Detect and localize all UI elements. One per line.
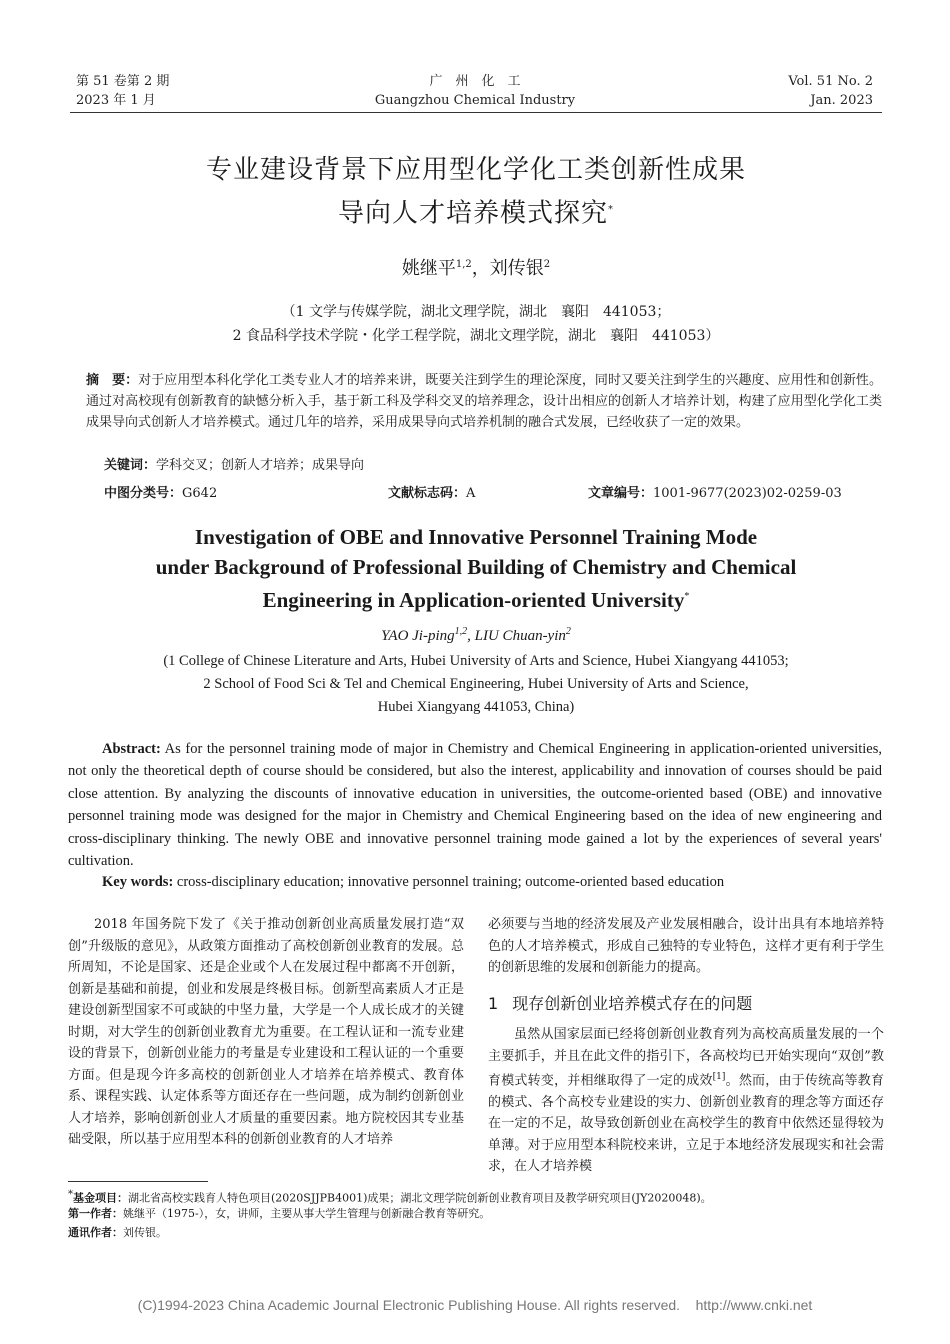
author-en-2-affil: 2: [565, 626, 571, 637]
clc-value: G642: [182, 486, 218, 501]
author-en-1-affil: 1,2: [454, 626, 468, 637]
affiliation-cn-2: 2 食品科学技术学院・化学工程学院，湖北文理学院，湖北 襄阳 441053）: [232, 328, 720, 344]
clc-label: 中图分类号：: [104, 486, 183, 501]
journal-volume-issue: [76, 72, 169, 110]
body-column-left: [68, 914, 464, 1151]
keywords-cn-text: 学科交叉；创新人才培养；成果导向: [156, 458, 365, 473]
title-en-line3-text: Engineering in Application-oriented University: [262, 588, 685, 612]
body-paragraph-text-a: 虽然从国家层面已经将创新创业教育列为高校高质量发展的一个主要抓手，并且在此文件的指引下，各高校均已开始实现向“双创”教育模式转变，并相继取得了一定的成效: [488, 1027, 884, 1089]
keywords-cn-label: 关键词：: [104, 458, 157, 473]
title-cn-line2: [70, 190, 882, 234]
abstract-en-label: Abstract:: [102, 741, 161, 757]
footnote-divider: [68, 1181, 208, 1182]
document-code-value: A: [466, 486, 476, 501]
fund-mark: *: [68, 1189, 73, 1200]
article-number: [588, 482, 842, 501]
author-cn-1: 姚继平: [401, 258, 456, 279]
author-en-separator: ,: [467, 628, 475, 644]
citation-ref[interactable]: [1]: [712, 1072, 726, 1082]
author-cn-separator: ，: [471, 258, 490, 279]
authors-en: [70, 626, 882, 645]
date-en: Jan. 2023: [810, 93, 873, 108]
author-en-1: YAO Ji-ping: [381, 628, 455, 644]
body-paragraph: [488, 1024, 884, 1178]
first-author-label: 第一作者：: [68, 1207, 123, 1220]
title-cn-line1: 专业建设背景下应用型化学化工类创新性成果: [205, 155, 746, 185]
document-code-label: 文献标志码：: [388, 486, 467, 501]
abstract-en: [68, 738, 882, 872]
copyright-line: (C)1994-2023 China Academic Journal Electronic Publishing House. All rights reserved. http://www.cnki.net: [137, 1297, 813, 1313]
author-cn-2: 刘传银: [489, 258, 544, 279]
abstract-en-text: As for the personnel training mode of major in Chemistry and Chemical Engineering in application-oriented universities, not only the theoretical depth of course should be considered, but also the interest, applicability and innovation of courses should be paid close attention. By analyzing the discounts of innovative education in universities, the outcome-oriented based (OBE) and innovative personnel training mode was designed for the major in Chemistry and Chemical Engineering based on the idea of new engineering and cross-disciplinary thinking. The newly OBE and innovative personnel training mode gained a lot by the experiences of several years' cultivation.: [68, 741, 882, 870]
journal-name-en: Guangzhou Chemical Industry: [374, 93, 576, 108]
affiliation-en-2: 2 School of Food Sci & Tel and Chemical Engineering, Hubei University of Arts and Science,: [203, 676, 749, 692]
section-heading: [488, 993, 884, 1015]
title-cn-line2-text: 导向人才培养模式探究: [337, 198, 608, 229]
corresponding-text: 刘传银。: [123, 1226, 167, 1239]
volume-issue-en: Vol. 51 No. 2: [788, 74, 873, 89]
corresponding-label: 通讯作者：: [68, 1226, 123, 1239]
author-cn-1-affil: 1,2: [455, 259, 472, 270]
abstract-cn-text: 对于应用型本科化学化工类专业人才的培养来讲，既要关注到学生的理论深度，同时又要关注到学生的兴趣度、应用性和创新性。通过对高校现有创新教育的缺憾分析入手，基于新工科及学科交叉的培养理念，设计出相应的创新人才培养计划，构建了应用型化学化工类成果导向式创新人才培养模式。通过几年的培养，采用成果导向式培养机制的融合式发展，已经收获了一定的效果。: [86, 373, 882, 430]
body-paragraph: 2018 年国务院下发了《关于推动创新创业高质量发展打造“双创”升级版的意见》，从政策方面推动了高校创新创业教育的发展。总所周知，不论是国家、还是企业或个人在发展过程中都离不开创新，创新是基础和前提，创业和发展是终极目标。创新型高素质人才正是建设创新型国家不可或缺的中坚力量，大学是一个人成长成才的关键时期，对大学生的创新创业教育尤为重要。在工程认证和一流专业建设的背景下，创新创业能力的考量是专业建设和工程认证的一个重要方面。但是现今许多高校的创新创业人才培养在培养模式、教育体系、课程实践、认定体系等方面还存在一些问题，成为制约创新创业人才培养，影响创新创业人才质量的重要因素。地方院校因其专业基础受限，所以基于应用型本科的创新创业教育的人才培养: [68, 917, 464, 1147]
title-cn: [70, 150, 882, 234]
document-code: [388, 482, 475, 501]
article-number-label: 文章编号：: [588, 486, 654, 501]
title-en-line3: [70, 582, 882, 615]
authors-cn: [70, 254, 882, 280]
clc-number: [104, 482, 217, 501]
affiliation-en-3: Hubei Xiangyang 441053, China): [377, 699, 575, 715]
keywords-cn: [104, 454, 364, 473]
affiliation-en-1: (1 College of Chinese Literature and Arts, Hubei University of Arts and Science, Hubei Xiangyang 441053;: [163, 653, 789, 669]
section-title: 现存创新创业培养模式存在的问题: [512, 993, 753, 1013]
date-cn: 2023 年 1 月: [76, 93, 156, 108]
article-number-value: 1001-9677(2023)02-0259-03: [653, 486, 842, 501]
fund-label: 基金项目：: [73, 1191, 128, 1205]
body-column-right: [488, 914, 884, 1178]
journal-name: [300, 72, 650, 110]
title-en-footnote-mark: *: [684, 591, 690, 602]
author-en-2: LIU Chuan-yin: [474, 628, 566, 644]
affiliations-cn: [70, 300, 882, 348]
keywords-en-text: cross-disciplinary education; innovative personnel training; outcome-oriented based education: [173, 874, 725, 890]
affiliation-cn-1: （1 文学与传媒学院，湖北文理学院，湖北 襄阳 441053；: [281, 304, 671, 320]
volume-issue-cn: 第 51 卷第 2 期: [76, 74, 170, 89]
title-en-line1: Investigation of OBE and Innovative Personnel Training Mode: [194, 525, 758, 549]
fund-text: 湖北省高校实践育人特色项目(2020SJJPB4001)成果；湖北文理学院创新创业教育项目及教学研究项目(JY2020048)。: [128, 1191, 712, 1205]
section-number: 1: [488, 993, 499, 1013]
abstract-cn: [86, 370, 882, 433]
keywords-en-label: Key words:: [102, 874, 174, 890]
journal-volume-issue-en: [788, 72, 873, 110]
title-en: [70, 522, 882, 615]
journal-name-cn: 广 州 化 工: [429, 74, 521, 89]
abstract-cn-label: 摘 要：: [86, 373, 139, 388]
footnote-corresponding: [68, 1224, 882, 1242]
keywords-en: [102, 874, 724, 891]
first-author-text: 姚继平（1975-），女，讲师，主要从事大学生管理与创新融合教育等研究。: [123, 1207, 491, 1220]
title-en-line2: under Background of Professional Building of Chemistry and Chemical: [155, 555, 797, 579]
affiliations-en: [70, 650, 882, 719]
footnote-first-author: [68, 1205, 882, 1223]
body-paragraph: 必须要与当地的经济发展及产业发展相融合，设计出具有本地培养特色的人才培养模式，形成自己独特的专业特色，这样才更有利于学生的创新思维的发展和创新能力的提高。: [488, 917, 884, 975]
author-cn-2-affil: 2: [543, 259, 551, 270]
header-divider: [70, 112, 882, 113]
title-footnote-mark: *: [608, 204, 614, 215]
body-paragraph-text-b: 。然而，由于传统高等教育的模式、各个高校专业建设的实力、创新创业教育的理念等方面还存在一定的不足，故导致创新创业在高校学生的教育中依然还显得较为单薄。对于应用型本科院校来讲，立足于本地经济发展现实和社会需求，在人才培养模: [488, 1073, 884, 1175]
